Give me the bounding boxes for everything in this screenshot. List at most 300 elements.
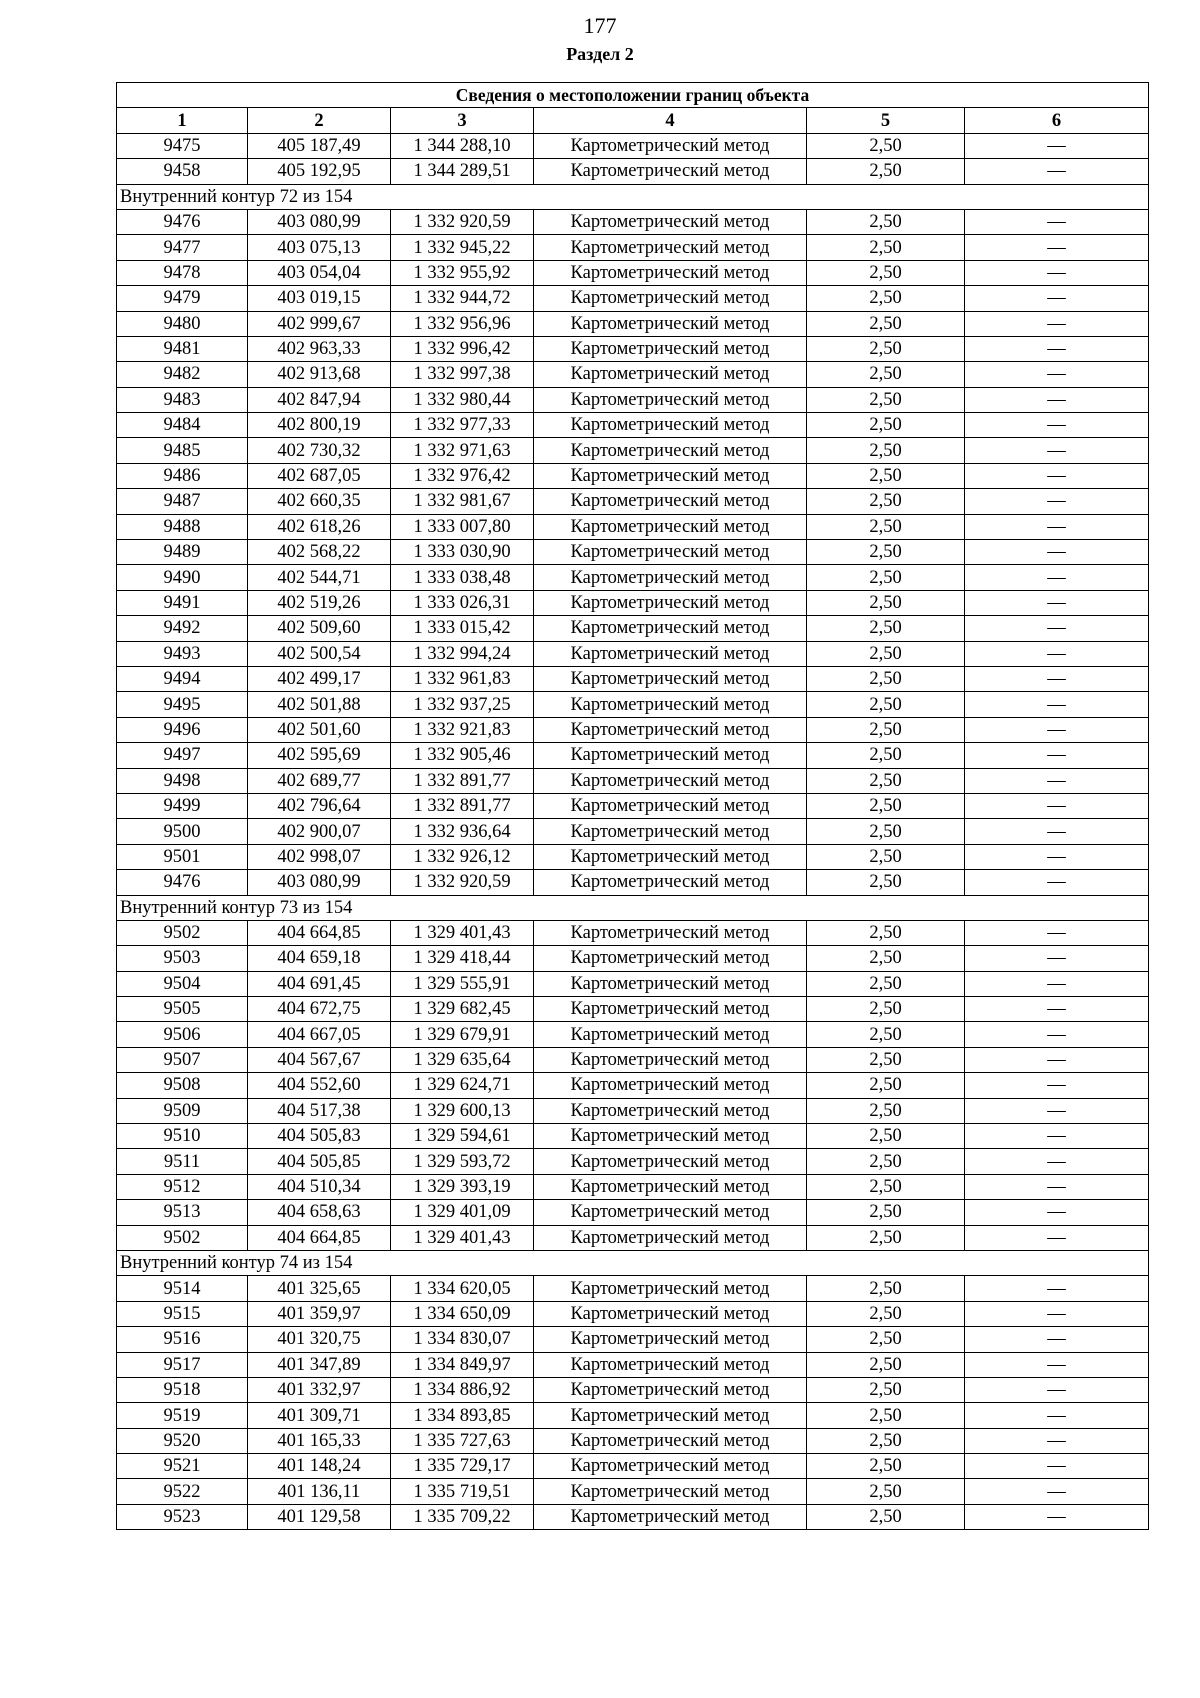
method-cell: Картометрический метод — [534, 311, 807, 336]
y-coordinate-cell: 1 332 961,83 — [391, 666, 534, 691]
point-number-cell: 9518 — [117, 1377, 248, 1402]
method-cell: Картометрический метод — [534, 336, 807, 361]
x-coordinate-cell: 404 517,38 — [248, 1098, 391, 1123]
description-cell: — — [965, 1073, 1149, 1098]
table-row — [117, 666, 1149, 691]
method-cell: Картометрический метод — [534, 387, 807, 412]
point-number-cell: 9517 — [117, 1352, 248, 1377]
method-cell: Картометрический метод — [534, 997, 807, 1022]
accuracy-cell: 2,50 — [807, 590, 965, 615]
description-cell: — — [965, 413, 1149, 438]
table-row — [117, 1403, 1149, 1428]
table-row — [117, 819, 1149, 844]
method-cell: Картометрический метод — [534, 819, 807, 844]
accuracy-cell: 2,50 — [807, 1301, 965, 1326]
contour-header-row — [117, 1250, 1149, 1275]
method-cell: Картометрический метод — [534, 1403, 807, 1428]
section-title: Раздел 2 — [566, 44, 634, 64]
description-cell: — — [965, 362, 1149, 387]
x-coordinate-cell: 402 660,35 — [248, 489, 391, 514]
y-coordinate-cell: 1 332 996,42 — [391, 336, 534, 361]
table-row — [117, 1200, 1149, 1225]
y-coordinate-cell: 1 334 830,07 — [391, 1327, 534, 1352]
x-coordinate-cell: 401 359,97 — [248, 1301, 391, 1326]
point-number-cell: 9498 — [117, 768, 248, 793]
description-cell: — — [965, 1428, 1149, 1453]
table-row — [117, 997, 1149, 1022]
method-cell: Картометрический метод — [534, 768, 807, 793]
y-coordinate-cell: 1 344 289,51 — [391, 159, 534, 184]
table-row — [117, 692, 1149, 717]
y-coordinate-cell: 1 332 891,77 — [391, 793, 534, 818]
description-cell: — — [965, 1403, 1149, 1428]
method-cell: Картометрический метод — [534, 159, 807, 184]
table-row — [117, 1377, 1149, 1402]
accuracy-cell: 2,50 — [807, 1073, 965, 1098]
method-cell: Картометрический метод — [534, 514, 807, 539]
table-row — [117, 1174, 1149, 1199]
point-number-cell: 9511 — [117, 1149, 248, 1174]
accuracy-cell: 2,50 — [807, 692, 965, 717]
accuracy-cell: 2,50 — [807, 920, 965, 945]
point-number-cell: 9515 — [117, 1301, 248, 1326]
y-coordinate-cell: 1 332 980,44 — [391, 387, 534, 412]
table-row — [117, 1479, 1149, 1504]
accuracy-cell: 2,50 — [807, 1454, 965, 1479]
accuracy-cell: 2,50 — [807, 946, 965, 971]
y-coordinate-cell: 1 334 650,09 — [391, 1301, 534, 1326]
table-row — [117, 209, 1149, 234]
y-coordinate-cell: 1 329 624,71 — [391, 1073, 534, 1098]
y-coordinate-cell: 1 332 921,83 — [391, 717, 534, 742]
accuracy-cell: 2,50 — [807, 1327, 965, 1352]
x-coordinate-cell: 405 192,95 — [248, 159, 391, 184]
method-cell: Картометрический метод — [534, 844, 807, 869]
method-cell: Картометрический метод — [534, 1225, 807, 1250]
accuracy-cell: 2,50 — [807, 565, 965, 590]
y-coordinate-cell: 1 329 682,45 — [391, 997, 534, 1022]
accuracy-cell: 2,50 — [807, 870, 965, 895]
point-number-cell: 9496 — [117, 717, 248, 742]
x-coordinate-cell: 402 687,05 — [248, 463, 391, 488]
point-number-cell: 9479 — [117, 286, 248, 311]
x-coordinate-cell: 403 075,13 — [248, 235, 391, 260]
description-cell: — — [965, 616, 1149, 641]
x-coordinate-cell: 401 309,71 — [248, 1403, 391, 1428]
y-coordinate-cell: 1 329 555,91 — [391, 971, 534, 996]
table-row — [117, 336, 1149, 361]
method-cell: Картометрический метод — [534, 235, 807, 260]
accuracy-cell: 2,50 — [807, 133, 965, 158]
point-number-cell: 9476 — [117, 209, 248, 234]
point-number-cell: 9500 — [117, 819, 248, 844]
method-cell: Картометрический метод — [534, 1022, 807, 1047]
x-coordinate-cell: 403 054,04 — [248, 260, 391, 285]
description-cell: — — [965, 159, 1149, 184]
accuracy-cell: 2,50 — [807, 641, 965, 666]
description-cell: — — [965, 641, 1149, 666]
y-coordinate-cell: 1 329 600,13 — [391, 1098, 534, 1123]
description-cell: — — [965, 1301, 1149, 1326]
table-row — [117, 311, 1149, 336]
description-cell: — — [965, 1149, 1149, 1174]
table-row — [117, 159, 1149, 184]
y-coordinate-cell: 1 332 891,77 — [391, 768, 534, 793]
method-cell: Картометрический метод — [534, 743, 807, 768]
table-row — [117, 1276, 1149, 1301]
method-cell: Картометрический метод — [534, 870, 807, 895]
x-coordinate-cell: 401 332,97 — [248, 1377, 391, 1402]
method-cell: Картометрический метод — [534, 793, 807, 818]
table-row — [117, 133, 1149, 158]
method-cell: Картометрический метод — [534, 463, 807, 488]
method-cell: Картометрический метод — [534, 1124, 807, 1149]
table-row — [117, 489, 1149, 514]
y-coordinate-cell: 1 332 971,63 — [391, 438, 534, 463]
y-coordinate-cell: 1 344 288,10 — [391, 133, 534, 158]
table-row — [117, 463, 1149, 488]
x-coordinate-cell: 404 505,85 — [248, 1149, 391, 1174]
method-cell: Картометрический метод — [534, 1174, 807, 1199]
table-row — [117, 438, 1149, 463]
table-row — [117, 1504, 1149, 1529]
accuracy-cell: 2,50 — [807, 768, 965, 793]
method-cell: Картометрический метод — [534, 717, 807, 742]
x-coordinate-cell: 401 165,33 — [248, 1428, 391, 1453]
method-cell: Картометрический метод — [534, 286, 807, 311]
description-cell: — — [965, 870, 1149, 895]
x-coordinate-cell: 404 510,34 — [248, 1174, 391, 1199]
accuracy-cell: 2,50 — [807, 743, 965, 768]
table-row — [117, 1124, 1149, 1149]
accuracy-cell: 2,50 — [807, 1276, 965, 1301]
x-coordinate-cell: 402 730,32 — [248, 438, 391, 463]
y-coordinate-cell: 1 332 936,64 — [391, 819, 534, 844]
description-cell: — — [965, 1504, 1149, 1529]
point-number-cell: 9501 — [117, 844, 248, 869]
accuracy-cell: 2,50 — [807, 1225, 965, 1250]
description-cell: — — [965, 286, 1149, 311]
x-coordinate-cell: 402 913,68 — [248, 362, 391, 387]
point-number-cell: 9475 — [117, 133, 248, 158]
table-row — [117, 768, 1149, 793]
x-coordinate-cell: 401 148,24 — [248, 1454, 391, 1479]
accuracy-cell: 2,50 — [807, 514, 965, 539]
method-cell: Картометрический метод — [534, 489, 807, 514]
description-cell: — — [965, 717, 1149, 742]
description-cell: — — [965, 1479, 1149, 1504]
table-row — [117, 590, 1149, 615]
table-row — [117, 387, 1149, 412]
x-coordinate-cell: 404 691,45 — [248, 971, 391, 996]
method-cell: Картометрический метод — [534, 1301, 807, 1326]
description-cell: — — [965, 743, 1149, 768]
contour-title: Внутренний контур 72 из 154 — [117, 184, 1149, 209]
y-coordinate-cell: 1 329 401,43 — [391, 920, 534, 945]
description-cell: — — [965, 1276, 1149, 1301]
table-body — [117, 133, 1149, 1529]
x-coordinate-cell: 401 325,65 — [248, 1276, 391, 1301]
x-coordinate-cell: 402 519,26 — [248, 590, 391, 615]
contour-header-row — [117, 895, 1149, 920]
description-cell: — — [965, 311, 1149, 336]
x-coordinate-cell: 404 664,85 — [248, 1225, 391, 1250]
description-cell: — — [965, 209, 1149, 234]
description-cell: — — [965, 438, 1149, 463]
accuracy-cell: 2,50 — [807, 540, 965, 565]
method-cell: Картометрический метод — [534, 1149, 807, 1174]
table-caption-row — [117, 83, 1149, 108]
accuracy-cell: 2,50 — [807, 997, 965, 1022]
point-number-cell: 9481 — [117, 336, 248, 361]
x-coordinate-cell: 401 347,89 — [248, 1352, 391, 1377]
table-row — [117, 1454, 1149, 1479]
x-coordinate-cell: 403 019,15 — [248, 286, 391, 311]
column-header: 2 — [248, 108, 391, 133]
description-cell: — — [965, 1022, 1149, 1047]
point-number-cell: 9504 — [117, 971, 248, 996]
method-cell: Картометрический метод — [534, 692, 807, 717]
y-coordinate-cell: 1 332 920,59 — [391, 870, 534, 895]
point-number-cell: 9476 — [117, 870, 248, 895]
method-cell: Картометрический метод — [534, 438, 807, 463]
point-number-cell: 9512 — [117, 1174, 248, 1199]
point-number-cell: 9506 — [117, 1022, 248, 1047]
table-row — [117, 1352, 1149, 1377]
accuracy-cell: 2,50 — [807, 1403, 965, 1428]
accuracy-cell: 2,50 — [807, 1504, 965, 1529]
accuracy-cell: 2,50 — [807, 463, 965, 488]
table-row — [117, 286, 1149, 311]
point-number-cell: 9516 — [117, 1327, 248, 1352]
description-cell: — — [965, 793, 1149, 818]
y-coordinate-cell: 1 332 976,42 — [391, 463, 534, 488]
point-number-cell: 9458 — [117, 159, 248, 184]
method-cell: Картометрический метод — [534, 413, 807, 438]
point-number-cell: 9513 — [117, 1200, 248, 1225]
point-number-cell: 9494 — [117, 666, 248, 691]
column-header: 5 — [807, 108, 965, 133]
accuracy-cell: 2,50 — [807, 616, 965, 641]
method-cell: Картометрический метод — [534, 666, 807, 691]
point-number-cell: 9489 — [117, 540, 248, 565]
y-coordinate-cell: 1 335 729,17 — [391, 1454, 534, 1479]
method-cell: Картометрический метод — [534, 1098, 807, 1123]
method-cell: Картометрический метод — [534, 1377, 807, 1402]
point-number-cell: 9486 — [117, 463, 248, 488]
table-row — [117, 1022, 1149, 1047]
contour-title: Внутренний контур 74 из 154 — [117, 1250, 1149, 1275]
point-number-cell: 9492 — [117, 616, 248, 641]
description-cell: — — [965, 1047, 1149, 1072]
point-number-cell: 9493 — [117, 641, 248, 666]
y-coordinate-cell: 1 333 007,80 — [391, 514, 534, 539]
table-row — [117, 717, 1149, 742]
accuracy-cell: 2,50 — [807, 1428, 965, 1453]
accuracy-cell: 2,50 — [807, 235, 965, 260]
x-coordinate-cell: 401 136,11 — [248, 1479, 391, 1504]
x-coordinate-cell: 403 080,99 — [248, 870, 391, 895]
accuracy-cell: 2,50 — [807, 819, 965, 844]
table-row — [117, 1073, 1149, 1098]
y-coordinate-cell: 1 332 945,22 — [391, 235, 534, 260]
table-row — [117, 971, 1149, 996]
accuracy-cell: 2,50 — [807, 793, 965, 818]
accuracy-cell: 2,50 — [807, 1174, 965, 1199]
y-coordinate-cell: 1 329 635,64 — [391, 1047, 534, 1072]
description-cell: — — [965, 514, 1149, 539]
point-number-cell: 9503 — [117, 946, 248, 971]
description-cell: — — [965, 997, 1149, 1022]
x-coordinate-cell: 402 800,19 — [248, 413, 391, 438]
point-number-cell: 9505 — [117, 997, 248, 1022]
accuracy-cell: 2,50 — [807, 209, 965, 234]
column-header: 6 — [965, 108, 1149, 133]
table-row — [117, 1327, 1149, 1352]
point-number-cell: 9502 — [117, 1225, 248, 1250]
description-cell: — — [965, 1327, 1149, 1352]
point-number-cell: 9478 — [117, 260, 248, 285]
method-cell: Картометрический метод — [534, 1428, 807, 1453]
point-number-cell: 9502 — [117, 920, 248, 945]
description-cell: — — [965, 1124, 1149, 1149]
boundary-coordinates-table — [116, 82, 1149, 1530]
y-coordinate-cell: 1 332 905,46 — [391, 743, 534, 768]
accuracy-cell: 2,50 — [807, 387, 965, 412]
y-coordinate-cell: 1 334 893,85 — [391, 1403, 534, 1428]
accuracy-cell: 2,50 — [807, 1124, 965, 1149]
description-cell: — — [965, 844, 1149, 869]
description-cell: — — [965, 819, 1149, 844]
accuracy-cell: 2,50 — [807, 362, 965, 387]
y-coordinate-cell: 1 329 679,91 — [391, 1022, 534, 1047]
page-number: 177 — [583, 13, 617, 38]
accuracy-cell: 2,50 — [807, 438, 965, 463]
x-coordinate-cell: 404 659,18 — [248, 946, 391, 971]
table-row — [117, 235, 1149, 260]
y-coordinate-cell: 1 333 038,48 — [391, 565, 534, 590]
x-coordinate-cell: 402 963,33 — [248, 336, 391, 361]
description-cell: — — [965, 336, 1149, 361]
y-coordinate-cell: 1 332 944,72 — [391, 286, 534, 311]
table-row — [117, 946, 1149, 971]
y-coordinate-cell: 1 334 620,05 — [391, 1276, 534, 1301]
table-row — [117, 616, 1149, 641]
description-cell: — — [965, 920, 1149, 945]
x-coordinate-cell: 404 667,05 — [248, 1022, 391, 1047]
description-cell: — — [965, 1377, 1149, 1402]
method-cell: Картометрический метод — [534, 1479, 807, 1504]
point-number-cell: 9482 — [117, 362, 248, 387]
x-coordinate-cell: 402 499,17 — [248, 666, 391, 691]
table-row — [117, 565, 1149, 590]
table-row — [117, 1098, 1149, 1123]
column-header: 3 — [391, 108, 534, 133]
description-cell: — — [965, 387, 1149, 412]
y-coordinate-cell: 1 329 401,09 — [391, 1200, 534, 1225]
method-cell: Картометрический метод — [534, 1504, 807, 1529]
accuracy-cell: 2,50 — [807, 1377, 965, 1402]
point-number-cell: 9521 — [117, 1454, 248, 1479]
y-coordinate-cell: 1 332 977,33 — [391, 413, 534, 438]
accuracy-cell: 2,50 — [807, 1022, 965, 1047]
table-row — [117, 920, 1149, 945]
description-cell: — — [965, 540, 1149, 565]
description-cell: — — [965, 946, 1149, 971]
method-cell: Картометрический метод — [534, 1327, 807, 1352]
method-cell: Картометрический метод — [534, 1047, 807, 1072]
table-row — [117, 1225, 1149, 1250]
description-cell: — — [965, 235, 1149, 260]
description-cell: — — [965, 133, 1149, 158]
point-number-cell: 9522 — [117, 1479, 248, 1504]
x-coordinate-cell: 402 618,26 — [248, 514, 391, 539]
method-cell: Картометрический метод — [534, 946, 807, 971]
point-number-cell: 9509 — [117, 1098, 248, 1123]
y-coordinate-cell: 1 329 418,44 — [391, 946, 534, 971]
method-cell: Картометрический метод — [534, 540, 807, 565]
description-cell: — — [965, 1200, 1149, 1225]
y-coordinate-cell: 1 332 926,12 — [391, 844, 534, 869]
y-coordinate-cell: 1 332 920,59 — [391, 209, 534, 234]
y-coordinate-cell: 1 332 956,96 — [391, 311, 534, 336]
x-coordinate-cell: 403 080,99 — [248, 209, 391, 234]
method-cell: Картометрический метод — [534, 1454, 807, 1479]
method-cell: Картометрический метод — [534, 209, 807, 234]
description-cell: — — [965, 666, 1149, 691]
description-cell: — — [965, 565, 1149, 590]
description-cell: — — [965, 1352, 1149, 1377]
x-coordinate-cell: 404 552,60 — [248, 1073, 391, 1098]
accuracy-cell: 2,50 — [807, 666, 965, 691]
table-row — [117, 260, 1149, 285]
x-coordinate-cell: 402 689,77 — [248, 768, 391, 793]
table-row — [117, 1428, 1149, 1453]
table-row — [117, 1047, 1149, 1072]
contour-header-row — [117, 184, 1149, 209]
method-cell: Картометрический метод — [534, 616, 807, 641]
x-coordinate-cell: 402 999,67 — [248, 311, 391, 336]
description-cell: — — [965, 463, 1149, 488]
point-number-cell: 9490 — [117, 565, 248, 590]
table-caption: Сведения о местоположении границ объекта — [117, 83, 1149, 108]
method-cell: Картометрический метод — [534, 590, 807, 615]
description-cell: — — [965, 590, 1149, 615]
method-cell: Картометрический метод — [534, 362, 807, 387]
table-row — [117, 362, 1149, 387]
x-coordinate-cell: 404 664,85 — [248, 920, 391, 945]
accuracy-cell: 2,50 — [807, 1479, 965, 1504]
y-coordinate-cell: 1 335 727,63 — [391, 1428, 534, 1453]
point-number-cell: 9484 — [117, 413, 248, 438]
x-coordinate-cell: 402 501,60 — [248, 717, 391, 742]
accuracy-cell: 2,50 — [807, 311, 965, 336]
y-coordinate-cell: 1 332 981,67 — [391, 489, 534, 514]
point-number-cell: 9487 — [117, 489, 248, 514]
x-coordinate-cell: 402 568,22 — [248, 540, 391, 565]
y-coordinate-cell: 1 329 393,19 — [391, 1174, 534, 1199]
x-coordinate-cell: 402 847,94 — [248, 387, 391, 412]
x-coordinate-cell: 402 501,88 — [248, 692, 391, 717]
point-number-cell: 9507 — [117, 1047, 248, 1072]
accuracy-cell: 2,50 — [807, 717, 965, 742]
method-cell: Картометрический метод — [534, 641, 807, 666]
accuracy-cell: 2,50 — [807, 1149, 965, 1174]
point-number-cell: 9520 — [117, 1428, 248, 1453]
description-cell: — — [965, 1174, 1149, 1199]
y-coordinate-cell: 1 334 886,92 — [391, 1377, 534, 1402]
description-cell: — — [965, 1225, 1149, 1250]
